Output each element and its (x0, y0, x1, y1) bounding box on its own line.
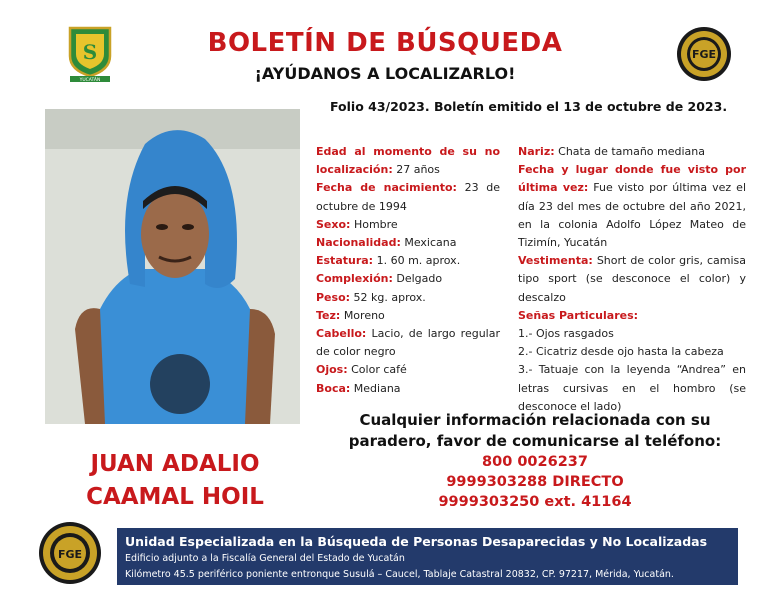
contact-phone: 800 0026237 (482, 454, 588, 470)
detail-visto-ultima-vez: Fecha y lugar donde fue visto por última vez: Fue visto por última vez el día 23 del mes de octubre del año 2021, en la colonia Adolfo López Mateo de Tizimín, Yucatán (518, 163, 746, 250)
svg-text:FGE: FGE (57, 548, 83, 561)
detail-sena-item: 2.- Cicatriz desde ojo hasta la cabeza (518, 345, 724, 359)
details-left (316, 143, 500, 398)
details-right (518, 143, 746, 416)
contact-block (330, 410, 740, 512)
detail-peso: Peso: 52 kg. aprox. (316, 290, 426, 304)
folio-text: Folio 43/2023. Boletín emitido el 13 de octubre de 2023. (330, 99, 728, 114)
detail-nacionalidad: Nacionalidad: Mexicana (316, 236, 457, 250)
fge-seal-bottom (38, 521, 102, 585)
page-title: BOLETÍN DE BÚSQUEDA (207, 28, 563, 58)
detail-vestimenta: Vestimenta: Short de color gris, camisa tipo sport (se desconoce el color) y descalzo (518, 254, 747, 304)
person-name-line2: CAAMAL HOIL (86, 484, 264, 510)
detail-sexo: Sexo: Hombre (316, 217, 398, 231)
svg-text:YUCATÁN: YUCATÁN (79, 78, 101, 82)
detail-boca: Boca: Mediana (316, 381, 401, 395)
detail-edad: Edad al momento de su no localización: 27 años (316, 145, 500, 177)
yucatan-logo (66, 26, 114, 82)
detail-cabello: Cabello: Lacio, de largo regular de color negro (316, 327, 500, 359)
page-subtitle: ¡AYÚDANOS A LOCALIZARLO! (254, 64, 516, 83)
detail-sena-item: 1.- Ojos rasgados (518, 327, 614, 341)
footer-title: Unidad Especializada en la Búsqueda de Personas Desaparecidas y No Localizadas (125, 534, 708, 549)
detail-estatura: Estatura: 1. 60 m. aprox. (316, 254, 461, 268)
detail-complexion: Complexión: Delgado (316, 272, 443, 286)
detail-senas-label: Señas Particulares: (518, 308, 639, 322)
detail-ojos: Ojos: Color café (316, 363, 407, 377)
fge-seal (676, 26, 732, 82)
contact-line1: Cualquier información relacionada con su (359, 411, 711, 429)
detail-fecha-nacimiento: Fecha de nacimiento: 23 de octubre de 1994 (316, 181, 501, 213)
contact-phone: 9999303288 DIRECTO (446, 474, 624, 490)
contact-phone: 9999303250 ext. 41164 (438, 494, 632, 510)
footer-banner (117, 528, 738, 585)
detail-nariz: Nariz: Chata de tamaño mediana (518, 145, 706, 158)
footer-line1: Edificio adjunto a la Fiscalía General del Estado de Yucatán (125, 553, 405, 564)
svg-text:FGE: FGE (691, 48, 717, 61)
person-name (40, 448, 310, 514)
person-photo (45, 109, 300, 424)
detail-tez: Tez: Moreno (316, 308, 385, 322)
detail-sena-item: 3.- Tatuaje con la leyenda “Andrea” en letras cursivas en el hombro (se desconoce el lado) (518, 363, 746, 413)
contact-line2: paradero, favor de comunicarse al teléfono: (348, 432, 722, 450)
svg-text:S: S (82, 40, 98, 64)
footer-line2: Kilómetro 45.5 periférico poniente entronque Susulá – Caucel, Tablaje Catastral 20832, CP. 97217, Mérida, Yucatán. (125, 569, 674, 580)
person-name-line1: JUAN ADALIO (90, 451, 260, 477)
